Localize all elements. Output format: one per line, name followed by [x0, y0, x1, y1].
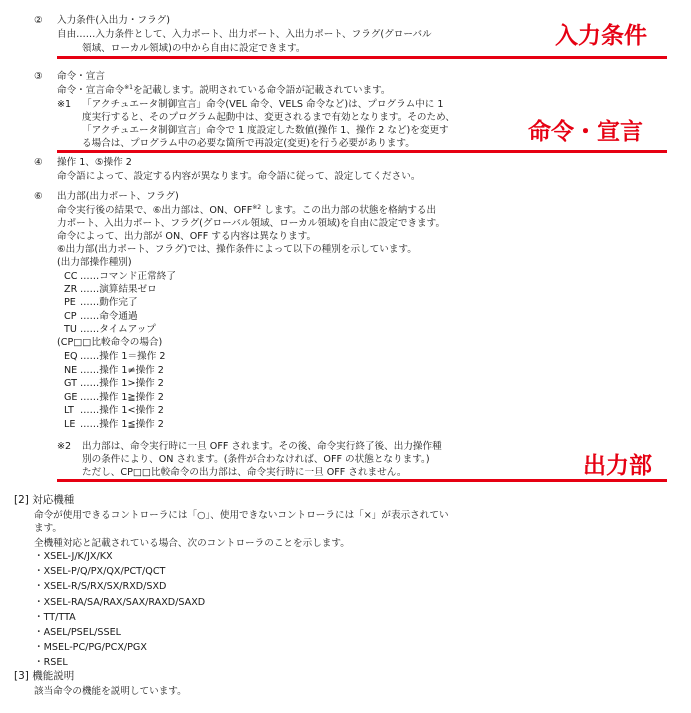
model-list-item: ・TT/TTA	[34, 611, 76, 623]
section-number-4: ④	[34, 157, 43, 168]
type-code: PE	[64, 297, 76, 309]
footnote-text: ただし、CP□□比較命令の出力部は、命令実行時に一旦 OFF されません。	[82, 467, 407, 478]
text-line: 命令語によって、設定する内容が異なります。命令語に従って、設定してください。	[57, 171, 421, 182]
footnote-mark: ※2	[57, 441, 72, 452]
type-description: ……操作 1≠操作 2	[80, 364, 164, 376]
text-line: ⑥出力部(出力ポート、フラグ)では、操作条件によって以下の種別を示しています。	[57, 244, 417, 255]
model-list-item: ・XSEL-RA/SA/RAX/SAX/RAXD/SAXD	[34, 596, 206, 608]
model-list-item: ・MSEL-PC/PG/PCX/PGX	[34, 642, 147, 654]
footnote-text: 「アクチュエータ制御宣言」命令で 1 度設定した数値(操作 1、操作 2 など)を変更す	[82, 125, 449, 136]
footnote-mark: ※1	[57, 99, 72, 110]
text-line: 自由……入力条件として、入力ポート、出力ポート、入出力ポート、フラグ(グローバル	[57, 29, 432, 40]
text-line	[57, 84, 391, 97]
type-code: CC	[64, 271, 78, 282]
text-fragment: を記載します。説明されている命令語が記載されています。	[133, 85, 391, 96]
type-description: ……操作 1＝操作 2	[80, 351, 166, 362]
text-fragment: します。この出力部の状態を格納する出	[261, 205, 437, 216]
model-list-item: ・XSEL-J/K/JX/KX	[34, 551, 113, 562]
model-list-item: ・XSEL-R/S/RX/SX/RXD/SXD	[34, 581, 167, 593]
type-code: GT	[64, 378, 77, 390]
annotation-underline	[57, 150, 667, 153]
text-line: ます。	[34, 523, 63, 534]
footnote-ref: ※1	[124, 83, 134, 91]
text-line	[57, 204, 436, 217]
type-code: LE	[64, 419, 76, 430]
footnote-text: 「アクチュエータ制御宣言」命令(VEL 命令、VELS 命令など)は、プログラム中に 1	[82, 99, 444, 110]
section-number-3: ③	[34, 71, 43, 82]
text-line: 全機種対応と記載されている場合、次のコントローラのことを示します。	[34, 538, 350, 549]
type-code: ZR	[64, 284, 78, 296]
footnote-text: 度実行すると、そのプログラム起動中は、変更されるまで有効となります。そのため、	[82, 112, 455, 123]
text-line: 該当命令の機能を説明しています。	[34, 686, 187, 697]
annotation-output: 出力部	[583, 453, 652, 479]
text-line: 命令によって、出力部が ON、OFF する内容は異なります。	[57, 231, 317, 242]
section-number-6: ⑥	[34, 191, 43, 202]
model-list-item: ・XSEL-P/Q/PX/QX/PCT/QCT	[34, 566, 166, 578]
type-description: ……動作完了	[80, 297, 138, 309]
type-code: TU	[64, 323, 77, 335]
type-description: ……操作 1<操作 2	[80, 405, 164, 417]
section-title-operation: 操作 1、⑤操作 2	[57, 157, 132, 168]
footnote-ref: ※2	[252, 203, 262, 211]
model-list-item: ・RSEL	[34, 657, 68, 669]
section-title-command: 命令・宣言	[57, 71, 105, 82]
type-description: ……操作 1≦操作 2	[80, 419, 164, 430]
annotation-underline	[57, 56, 667, 59]
heading-function: [3] 機能説明	[14, 670, 75, 682]
type-code: EQ	[64, 351, 78, 362]
type-code: LT	[64, 405, 74, 417]
annotation-command: 命令・宣言	[528, 119, 643, 145]
annotation-underline	[57, 479, 667, 482]
type-code: NE	[64, 364, 78, 376]
section-title-output: 出力部(出力ポート、フラグ)	[57, 191, 179, 202]
text-line: 命令が使用できるコントローラには「○」、使用できないコントローラには「×」が表示されてい	[34, 510, 449, 521]
section-title-input-condition: 入力条件(入出力・フラグ)	[57, 15, 171, 26]
types-header: (出力部操作種別)	[57, 257, 132, 268]
type-description: ……コマンド正常終了	[80, 271, 176, 282]
type-code: GE	[64, 391, 78, 403]
compare-header: (CP□□比較命令の場合)	[57, 337, 163, 348]
model-list-item: ・ASEL/PSEL/SSEL	[34, 627, 121, 638]
type-description: ……操作 1>操作 2	[80, 378, 164, 390]
footnote-text: 別の条件により、ON されます。(条件が合わなければ、OFF の状態となります。)	[82, 454, 430, 465]
annotation-input-condition: 入力条件	[555, 23, 647, 49]
text-line: 力ポート、入出力ポート、フラグ(グローバル領域、ローカル領域)を自由に設定できます。	[57, 218, 446, 229]
text-fragment: 命令実行後の結果で、⑥出力部は、ON、OFF	[57, 205, 253, 216]
footnote-text: 出力部は、命令実行時に一旦 OFF されます。その後、命令実行終了後、出力操作種	[82, 441, 442, 452]
type-description: ……演算結果ゼロ	[80, 284, 157, 296]
text-line: 領域、ローカル領域)の中から自由に設定できます。	[82, 43, 306, 54]
type-description: ……命令通過	[80, 310, 138, 322]
type-code: CP	[64, 310, 77, 322]
type-description: ……タイムアップ	[80, 323, 156, 335]
heading-supported-models: [2] 対応機種	[14, 494, 75, 506]
footnote-text: る場合は、プログラム中の必要な箇所で再設定(変更)を行う必要があります。	[82, 138, 415, 149]
section-number-2: ②	[34, 15, 43, 26]
text-fragment: 命令・宣言命令	[57, 85, 125, 96]
type-description: ……操作 1≧操作 2	[80, 391, 164, 403]
